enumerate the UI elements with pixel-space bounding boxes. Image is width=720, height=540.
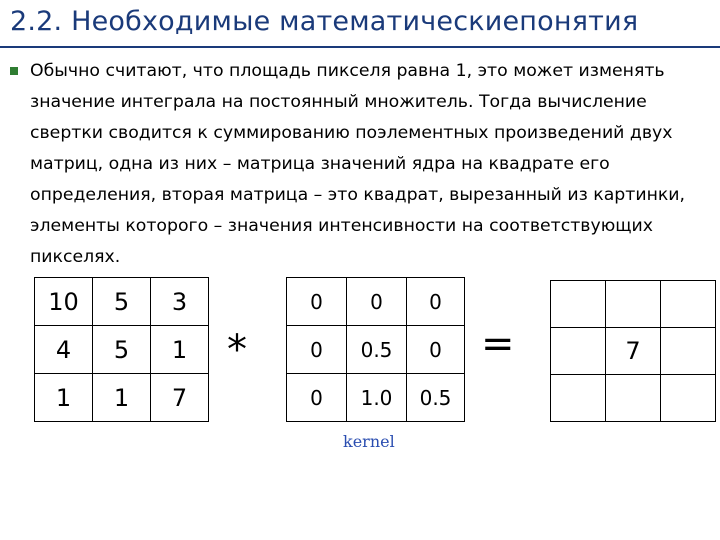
- body-paragraph: [30, 56, 716, 273]
- matrix-cell: 0: [347, 278, 407, 326]
- matrix-cell: 0.5: [347, 326, 407, 374]
- matrix-cell: 0: [407, 326, 465, 374]
- matrix-row: [551, 281, 716, 328]
- matrix-cell: 1: [93, 374, 151, 422]
- equals-operator: =: [481, 321, 515, 367]
- matrix-cell: [661, 375, 716, 422]
- matrix-cell: 0.5: [407, 374, 465, 422]
- matrix-row: [35, 326, 209, 374]
- paragraph-line: пикселях.: [30, 247, 121, 267]
- matrix-cell: 5: [93, 278, 151, 326]
- matrix-cell: 4: [35, 326, 93, 374]
- image-matrix: [34, 277, 209, 422]
- matrix-cell: 0: [287, 326, 347, 374]
- matrix-row: [35, 374, 209, 422]
- bullet-marker: [10, 67, 18, 75]
- matrix-row: [287, 278, 465, 326]
- matrix-cell: [606, 375, 661, 422]
- matrix-cell: [661, 328, 716, 375]
- matrix-cell: 0: [287, 374, 347, 422]
- matrix-cell: [661, 281, 716, 328]
- matrix-cell: 1.0: [347, 374, 407, 422]
- matrix-cell: [551, 328, 606, 375]
- matrix-row: [287, 326, 465, 374]
- paragraph-line: матриц, одна из них – матрица значений ядра на квадрате его: [30, 154, 610, 174]
- matrix-cell: 3: [151, 278, 209, 326]
- matrix-row: [287, 374, 465, 422]
- matrix-cell: 7: [151, 374, 209, 422]
- matrix-cell: 1: [35, 374, 93, 422]
- result-matrix: [550, 280, 716, 422]
- matrix-cell: [606, 281, 661, 328]
- paragraph-line: определения, вторая матрица – это квадрат, вырезанный из картинки,: [30, 185, 686, 205]
- matrix-row: [551, 375, 716, 422]
- matrix-cell: 0: [287, 278, 347, 326]
- kernel-label: kernel: [343, 432, 395, 451]
- matrix-cell: 10: [35, 278, 93, 326]
- matrix-cell: [551, 375, 606, 422]
- kernel-matrix: [286, 277, 465, 422]
- paragraph-line: элементы которого – значения интенсивности на соответствующих: [30, 216, 653, 236]
- matrix-cell: 1: [151, 326, 209, 374]
- matrix-cell: 0: [407, 278, 465, 326]
- paragraph-line: свертки сводится к суммированию поэлементных произведений двух: [30, 123, 673, 143]
- matrix-cell: [551, 281, 606, 328]
- convolution-operator: *: [227, 327, 247, 373]
- title-underline: [0, 46, 720, 48]
- matrix-cell: 5: [93, 326, 151, 374]
- paragraph-line: Обычно считают, что площадь пикселя равна 1, это может изменять: [30, 61, 665, 81]
- matrix-row: [35, 278, 209, 326]
- slide-title: 2.2. Необходимые математическиепонятия: [10, 6, 639, 37]
- matrix-cell: 7: [606, 328, 661, 375]
- matrix-row: [551, 328, 716, 375]
- paragraph-line: значение интеграла на постоянный множитель. Тогда вычисление: [30, 92, 647, 112]
